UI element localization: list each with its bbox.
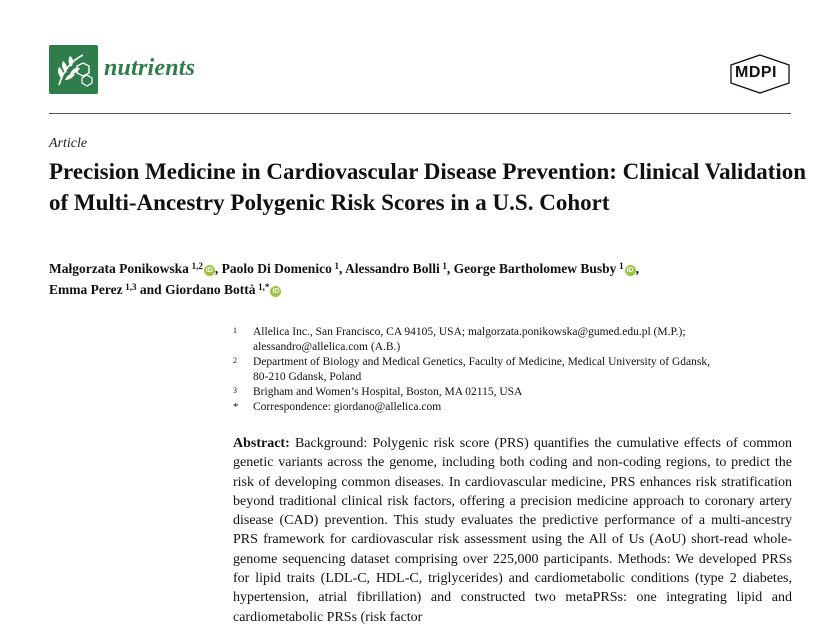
affiliation-line: Correspondence: giordano@allelica.com: [253, 401, 442, 413]
affiliation-item: [233, 355, 793, 385]
article-type: Article: [49, 136, 88, 151]
author-separator: ,: [635, 261, 639, 276]
affiliation-marker: *: [233, 401, 239, 413]
author-separator: ,: [446, 261, 454, 276]
author-affiliation-marker: 1: [334, 261, 340, 271]
author: [222, 261, 345, 276]
author-list: [49, 258, 809, 300]
author-affiliation-marker: 1: [619, 261, 624, 271]
affiliation-line: Allelica Inc., San Francisco, CA 94105, USA; malgorzata.ponikowska@gumed.edu.pl (M.P.);: [253, 326, 686, 338]
author-separator: ,: [339, 261, 346, 276]
author-affiliation-marker: 1,2: [191, 261, 203, 271]
author: [49, 282, 165, 297]
affiliation-line: alessandro@allelica.com (A.B.): [253, 341, 401, 353]
author-name: Małgorzata Ponikowska: [49, 261, 189, 276]
affiliation-item: [233, 400, 793, 415]
publisher-logo: MDPI: [735, 64, 777, 81]
affiliation-marker: 1: [233, 326, 237, 335]
author-affiliation-marker: 1,3: [125, 282, 137, 292]
journal-name: nutrients: [104, 55, 196, 81]
author-name: Alessandro Bolli: [345, 261, 440, 276]
abstract-label: Abstract:: [233, 436, 290, 451]
author-affiliation-marker: 1,*: [258, 282, 270, 292]
affiliation-item: [233, 385, 793, 400]
author-name: Paolo Di Domenico: [221, 261, 332, 276]
author: [165, 282, 281, 297]
author: [49, 261, 222, 276]
affiliation-marker: 2: [233, 356, 237, 365]
author-name: Emma Perez: [49, 282, 123, 297]
affiliation-line: Brigham and Women’s Hospital, Boston, MA 02115, USA: [253, 386, 523, 398]
author-name: Giordano Bottà: [165, 282, 256, 297]
author: [345, 261, 454, 276]
orcid-icon[interactable]: iD: [626, 267, 634, 274]
affiliation-line: Department of Biology and Medical Genetics, Faculty of Medicine, Medical University of Gdansk,: [253, 356, 711, 368]
author-name: George Bartholomew Busby: [453, 261, 617, 276]
affiliations: [233, 325, 793, 415]
header-divider: [49, 113, 791, 114]
affiliation-item: [233, 325, 793, 355]
author-separator: and: [136, 282, 166, 297]
abstract-text: Background: Polygenic risk score (PRS) quantifies the cumulative effects of common genetic variants across the genome, including both coding and non-coding regions, to predict the risk of developing common diseases. In cardiovascular medicine, PRS enhances risk stratification beyond traditional clinical risk factors, offering a precision medicine approach to coronary artery disease (CAD) prevention. This study evaluates the predictive performance of a multi-ancestry PRS framework for cardiovascular risk assessment using the All of Us (AoU) short-read whole-genome sequencing dataset comprising over 225,000 participants. Methods: We developed PRSs for lipid traits (LDL-C, HDL-C, triglycerides) and cardiometabolic conditions (type 2 diabetes, hypertension, atrial fibrillation) and constructed two metaPRSs: one integrating lipid and cardiometabolic PRSs (risk factor: [233, 436, 793, 625]
orcid-icon[interactable]: iD: [272, 288, 280, 295]
author: [454, 261, 639, 276]
affiliation-marker: 3: [233, 386, 237, 395]
article-title: Precision Medicine in Cardiovascular Disease Prevention: Clinical Validation of Multi-Ancestry Polygenic Risk Scores in a U.S. Cohort: [49, 159, 807, 215]
author-affiliation-marker: 1: [442, 261, 447, 271]
nutrients-leaf-logo-icon: [49, 45, 98, 94]
abstract: [233, 434, 792, 627]
journal-logo: [49, 45, 98, 94]
orcid-icon[interactable]: iD: [205, 267, 213, 274]
author-separator: ,: [214, 261, 222, 276]
affiliation-line: 80-210 Gdansk, Poland: [253, 371, 362, 383]
